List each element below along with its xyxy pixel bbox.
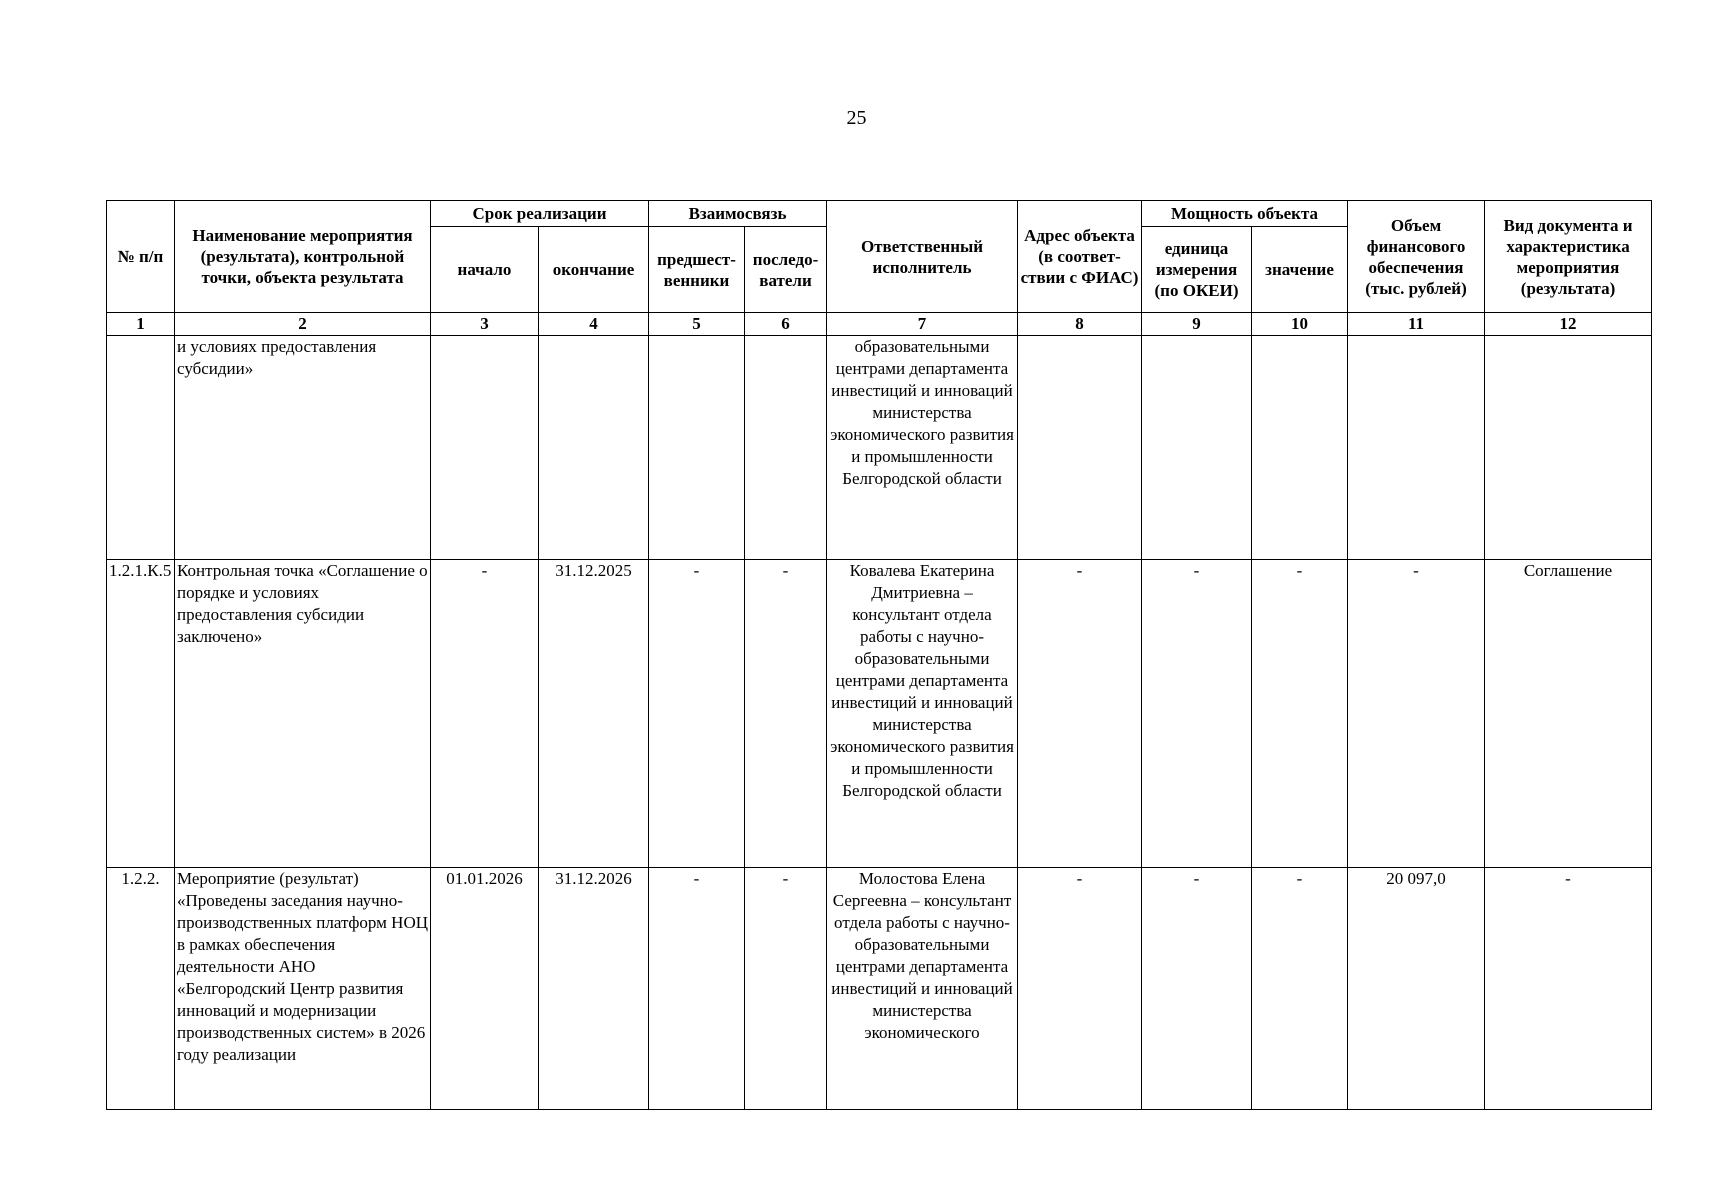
row-finance: - bbox=[1348, 560, 1485, 868]
table-row bbox=[107, 868, 1652, 1110]
column-number: 1 bbox=[107, 313, 175, 336]
row-finance bbox=[1348, 336, 1485, 560]
column-number: 3 bbox=[431, 313, 539, 336]
header-name: Наименование мероприятия (результата), контрольной точки, объекта результата bbox=[175, 201, 431, 313]
row-doc: - bbox=[1485, 868, 1652, 1110]
table-row bbox=[107, 560, 1652, 868]
row-start bbox=[431, 336, 539, 560]
row-end bbox=[539, 336, 649, 560]
column-number: 10 bbox=[1252, 313, 1348, 336]
header-finance: Объем финансового обеспечения (тыс. рублей) bbox=[1348, 201, 1485, 313]
row-end: 31.12.2025 bbox=[539, 560, 649, 868]
row-followers bbox=[745, 336, 827, 560]
page-number: 25 bbox=[846, 107, 867, 129]
column-number: 6 bbox=[745, 313, 827, 336]
row-value: - bbox=[1252, 560, 1348, 868]
table-row bbox=[107, 336, 1652, 560]
row-doc: Соглашение bbox=[1485, 560, 1652, 868]
row-address: - bbox=[1018, 868, 1142, 1110]
row-predecessors: - bbox=[649, 560, 745, 868]
row-start: 01.01.2026 bbox=[431, 868, 539, 1110]
row-executor: Ковалева Екатерина Дмитриевна – консультант отдела работы с научно-образовательными центрами департамента инвестиций и инноваций министерства экономического развития и промышленности Белгородской области bbox=[827, 560, 1018, 868]
row-predecessors: - bbox=[649, 868, 745, 1110]
column-number: 9 bbox=[1142, 313, 1252, 336]
header-link-group: Взаимосвязь bbox=[649, 201, 827, 227]
column-number: 5 bbox=[649, 313, 745, 336]
row-name: и условиях предоставления субсидии» bbox=[175, 336, 431, 560]
row-unit bbox=[1142, 336, 1252, 560]
header-executor: Ответственный исполнитель bbox=[827, 201, 1018, 313]
row-address bbox=[1018, 336, 1142, 560]
row-value bbox=[1252, 336, 1348, 560]
row-followers: - bbox=[745, 868, 827, 1110]
column-number: 7 bbox=[827, 313, 1018, 336]
header-end: окончание bbox=[539, 227, 649, 313]
header-predecessors: предшест-венники bbox=[649, 227, 745, 313]
row-number: 1.2.1.К.5 bbox=[107, 560, 175, 868]
row-start: - bbox=[431, 560, 539, 868]
header-doc: Вид документа и характеристика мероприятия (результата) bbox=[1485, 201, 1652, 313]
column-number: 8 bbox=[1018, 313, 1142, 336]
row-name: Контрольная точка «Соглашение о порядке и условиях предоставления субсидии заключено» bbox=[175, 560, 431, 868]
row-value: - bbox=[1252, 868, 1348, 1110]
row-followers: - bbox=[745, 560, 827, 868]
header-row bbox=[107, 201, 1652, 227]
column-number-row bbox=[107, 313, 1652, 336]
row-executor: образовательными центрами департамента инвестиций и инноваций министерства экономического развития и промышленности Белгородской области bbox=[827, 336, 1018, 560]
row-doc bbox=[1485, 336, 1652, 560]
column-number: 2 bbox=[175, 313, 431, 336]
row-address: - bbox=[1018, 560, 1142, 868]
header-unit: единица измерения (по ОКЕИ) bbox=[1142, 227, 1252, 313]
column-number: 11 bbox=[1348, 313, 1485, 336]
column-number: 12 bbox=[1485, 313, 1652, 336]
row-name: Мероприятие (результат) «Проведены заседания научно-производственных платформ НОЦ в рамках обеспечения деятельности АНО «Белгородский Центр развития инноваций и модернизации производственных систем» в 2026 году реализации bbox=[175, 868, 431, 1110]
row-unit: - bbox=[1142, 560, 1252, 868]
row-executor: Молостова Елена Сергеевна – консультант отдела работы с научно-образовательными центрами департамента инвестиций и инноваций министерства экономического bbox=[827, 868, 1018, 1110]
row-end: 31.12.2026 bbox=[539, 868, 649, 1110]
header-address: Адрес объекта (в соответ-ствии с ФИАС) bbox=[1018, 201, 1142, 313]
header-number: № п/п bbox=[107, 201, 175, 313]
row-unit: - bbox=[1142, 868, 1252, 1110]
row-finance: 20 097,0 bbox=[1348, 868, 1485, 1110]
plan-table bbox=[106, 200, 1652, 1110]
row-predecessors bbox=[649, 336, 745, 560]
row-number bbox=[107, 336, 175, 560]
header-capacity-group: Мощность объекта bbox=[1142, 201, 1348, 227]
header-value: значение bbox=[1252, 227, 1348, 313]
header-start: начало bbox=[431, 227, 539, 313]
header-term-group: Срок реализации bbox=[431, 201, 649, 227]
column-number: 4 bbox=[539, 313, 649, 336]
header-followers: последо-ватели bbox=[745, 227, 827, 313]
row-number: 1.2.2. bbox=[107, 868, 175, 1110]
